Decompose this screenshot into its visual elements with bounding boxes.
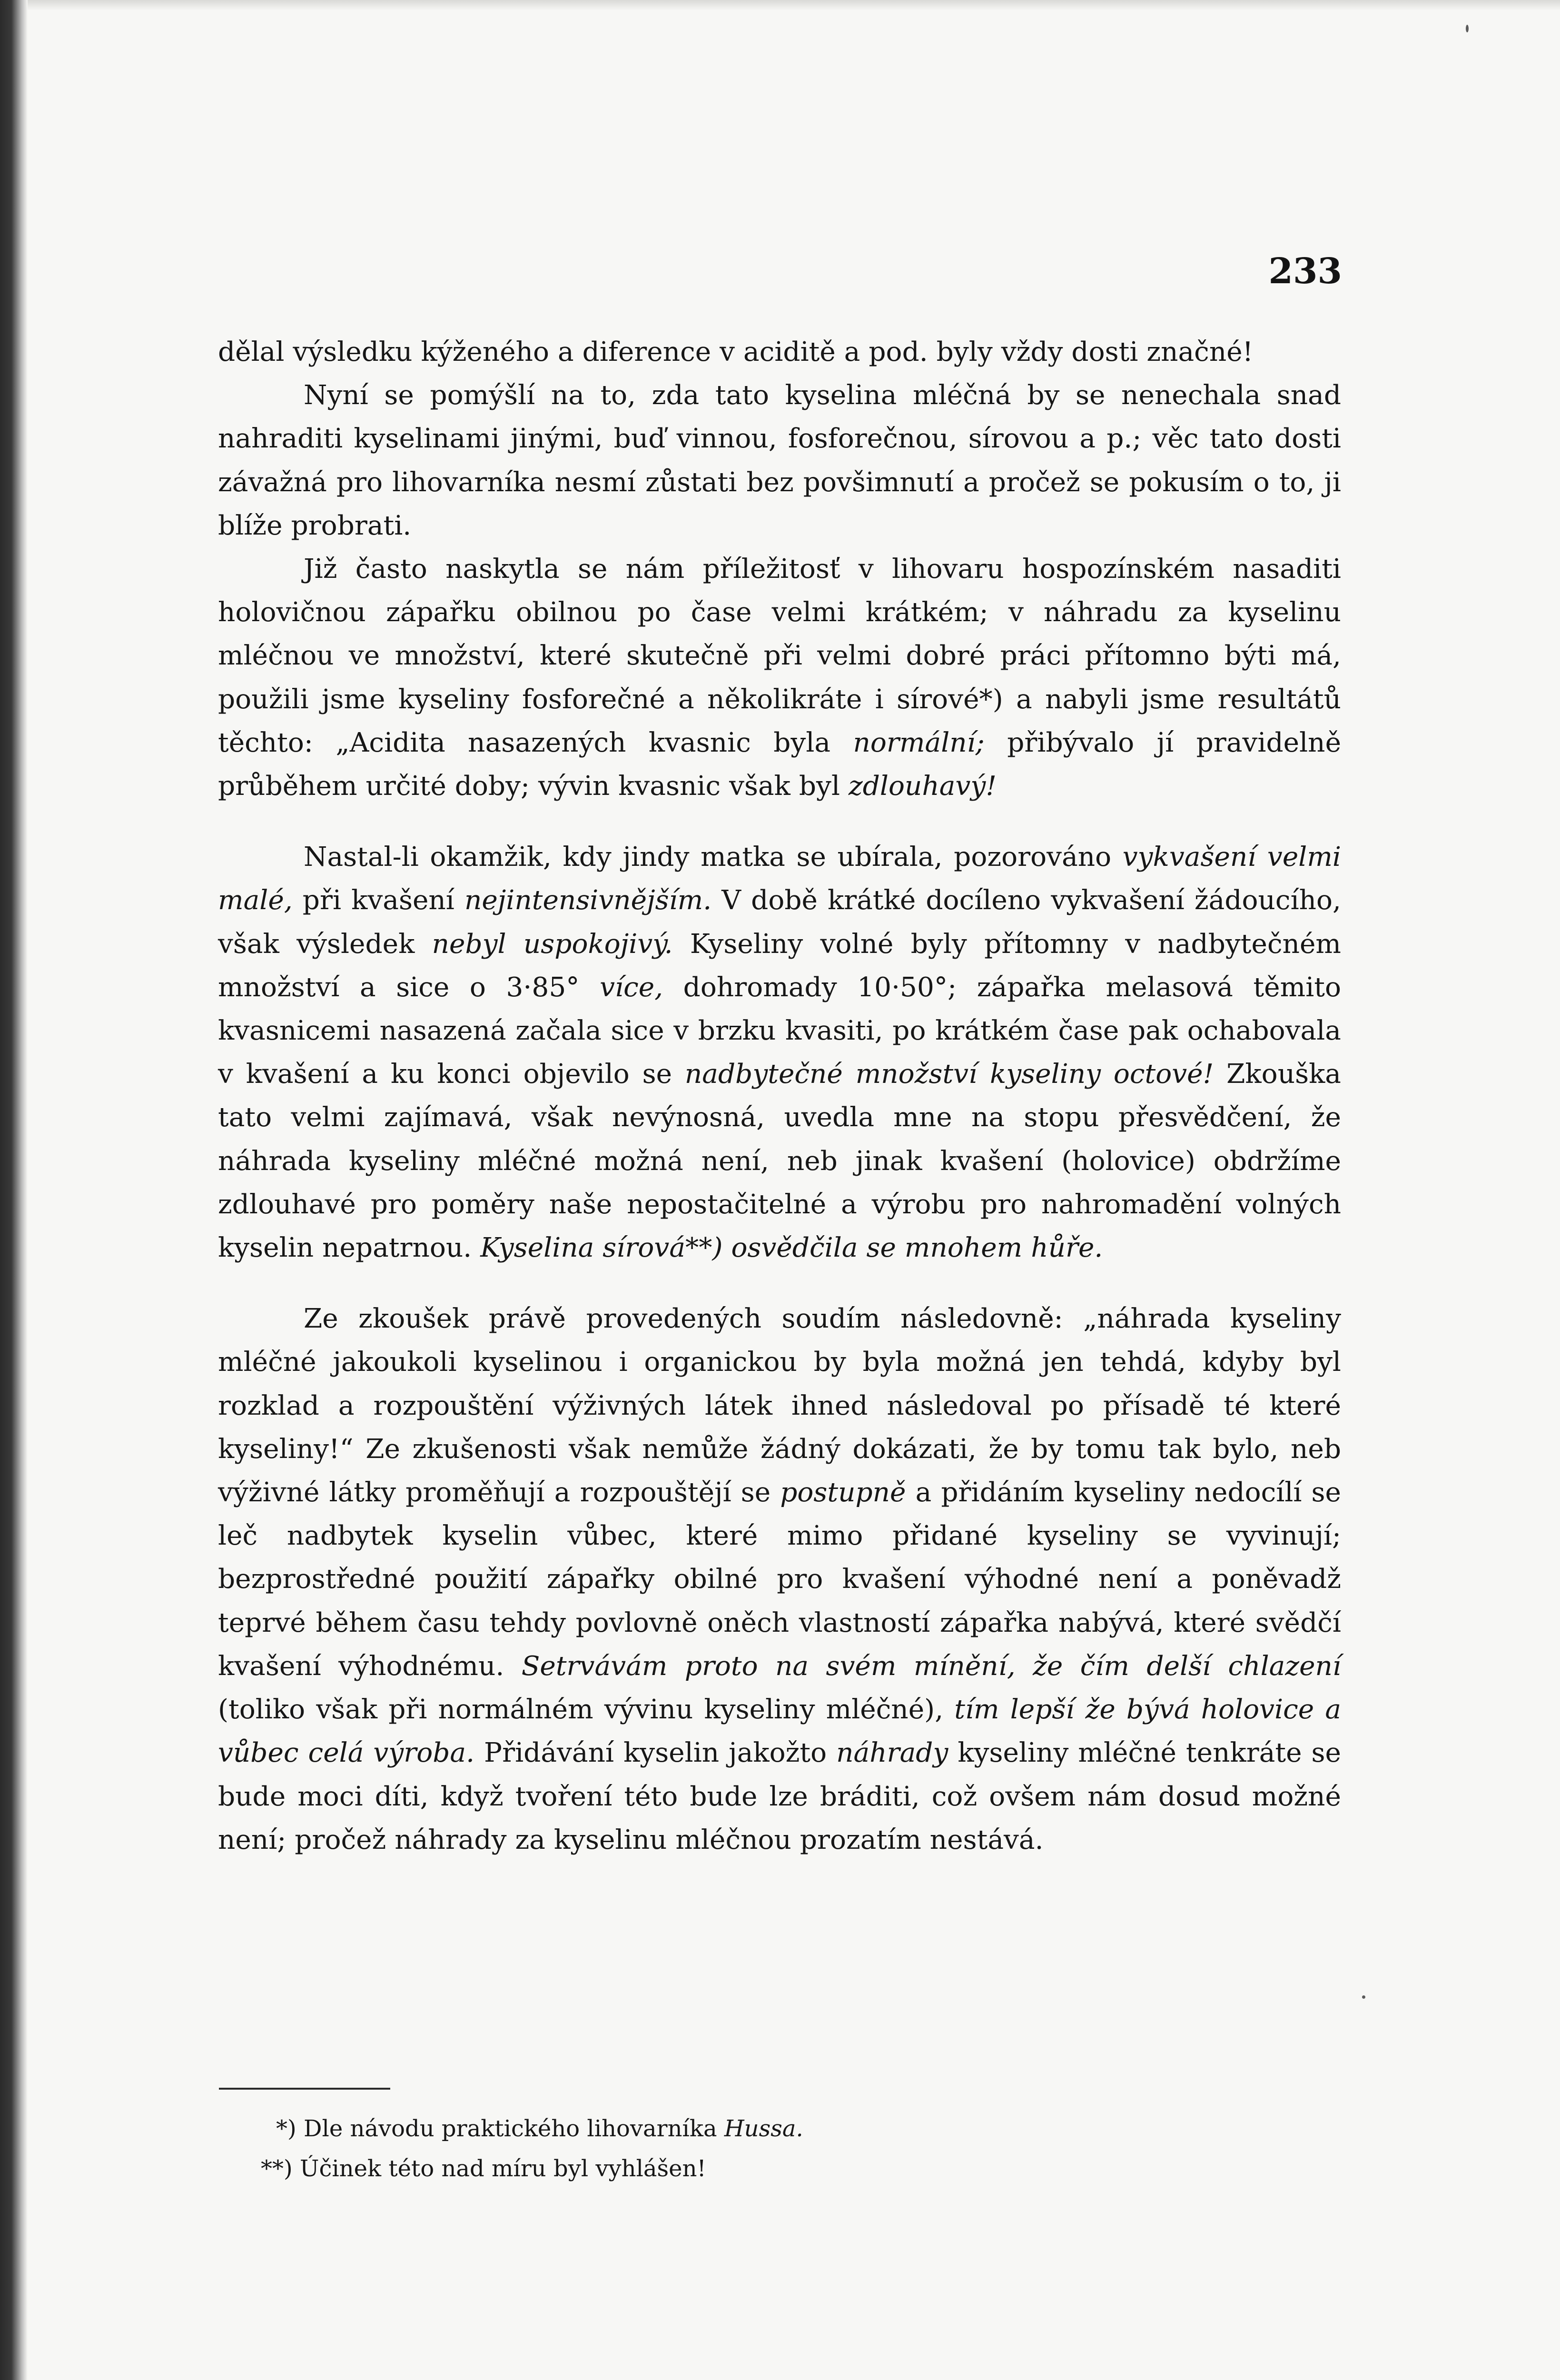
footnote-1 [219,2109,1342,2149]
paragraph-4-text-a: Nastal-li okamžik, kdy jindy matka se ubírala, pozorováno [304,842,1123,873]
footnote-2-text: **) Účinek této nad míru byl vyhlášen! [261,2155,706,2182]
paragraph-4-italic-3: nebyl uspokojivý. [432,928,673,960]
paragraph-5-text-a: Ze zkoušek právě provedených soudím následovně: „náhrada kyseliny mléčné jakoukoli kyselinou i organickou by byla možná jen tehdá, kdyby byl rozklad a rozpouštění výživných látek ihned následoval po přísadě té které kyseliny!“ Ze zkušenosti však nemůže žádný dokázati, že by tomu tak bylo, neb výživné látky proměňují a rozpouštějí se [218,1303,1341,1508]
paragraph-5-italic-2: Setrvávám proto na svém mínění, že čím delší chlazení [521,1650,1341,1682]
paragraph-5-text-c: (toliko však při normálném vývinu kyseliny mléčné), [218,1694,955,1726]
paragraph-3-text-b: přibývalo jí pravidelně průběhem určité doby; vývin kvasnic však byl [218,727,1342,802]
paragraph-5-text-b: a přidáním kyseliny nedocílí se leč nadbytek kyselin vůbec, které mimo přidané kyseliny se vyvinují; bezprostředné použití zápařky obilné pro kvašení výhodné není a poněvadž teprvé během času tehdy povlovně oněch vlastností zápařka nabývá, které svědčí kvašení výhodnému. [218,1477,1341,1682]
paragraph-5-italic-4: náhrady [836,1737,948,1769]
paragraph-2-text: Nyní se pomýšlí na to, zda tato kyselina mléčná by se nenechala snad nahraditi kyselinami jinými, buď vinnou, fosforečnou, sírovou a p.; věc tato dosti závažná pro lihovarníka nesmí zůstati bez povšimnutí a pročež se pokusím o to, ji blíže probrati. [218,380,1341,541]
paragraph-3-text-a: Již často naskytla se nám příležitosť v lihovaru hospozínském nasaditi holovičnou zápařku obilnou po čase velmi krátkém; v náhradu za kyselinu mléčnou ve množství, které skutečně při velmi dobré práci přítomno býti má, použili jsme kyseliny fosforečné a několikráte i sírové*) a nabyli jsme resultátů těchto: „Acidita nasazených kvasnic byla [218,554,1341,758]
footnote-divider [219,2088,390,2090]
paragraph-5-text-e: kyseliny mléčné tenkráte se bude moci díti, když tvoření této bude lze bráditi, což ovšem nám dosud možné není; pročež náhrady za kyselinu mléčnou prozatím nestává. [218,1737,1341,1855]
scan-speck [1362,1995,1365,1999]
paragraph-4-text-e: dohromady 10·50°; zápařka melasová těmito kvasnicemi nasazená začala sice v brzku kvasiti, po krátkém čase pak ochabovala v kvašení a ku konci objevilo se [218,972,1341,1090]
page-binding-shadow [0,0,28,2380]
footnotes [219,2109,1342,2189]
footnote-2 [219,2149,1342,2189]
paragraph-1-text: dělal výsledku kýženého a diference v aciditě a pod. byly vždy dosti značné! [218,337,1254,367]
paragraph-4-text-f: Zkouška tato velmi zajímavá, však nevýnosná, uvedla mne na stopu přesvědčení, že náhrada kyseliny mléčné možná není, neb jinak kvašení (holovice) obdržíme zdlouhavé pro poměry naše nepostačitelné a výrobu pro nahromadění volných kyselin nepatrnou. [218,1059,1341,1264]
main-text [218,330,1341,1862]
paragraph-5 [218,1297,1341,1862]
paragraph-2 [218,374,1341,547]
paragraph-4-italic-4: více, [600,972,663,1003]
page-number: 233 [1268,251,1342,292]
paragraph-3 [218,547,1341,808]
paragraph-5-italic-1: postupně [780,1477,906,1508]
paragraph-4-italic-1: vykvašení velmi malé, [218,842,1341,916]
footnote-1-text: *) Dle návodu praktického lihovarníka [276,2115,724,2142]
paragraph-3-italic-1: normální; [853,727,985,758]
paragraph-4-italic-6: Kyselina sírová**) osvědčila se mnohem hůře. [480,1232,1103,1264]
paragraph-5-italic-3: tím lepší že bývá holovice a vůbec celá výroba. [218,1694,1342,1769]
paragraph-4-italic-2: nejintensivnějším. [464,885,712,916]
paragraph-4-text-c: V době krátké docíleno vykvašení žádoucího, však výsledek [218,885,1342,960]
paragraph-4 [218,835,1341,1269]
paragraph-3-italic-2: zdlouhavý! [849,771,997,802]
paragraph-5-text-d: Přidávání kyselin jakožto [474,1737,837,1769]
paragraph-1 [218,330,1341,374]
scan-speck [1466,25,1469,32]
page-top-edge [28,0,1560,10]
paragraph-4-text-d: Kyseliny volné byly přítomny v nadbytečném množství a sice o 3·85° [218,928,1341,1003]
footnote-1-italic: Hussa. [724,2115,803,2142]
paragraph-4-text-b: při kvašení [292,885,464,916]
paragraph-4-italic-5: nadbytečné množství kyseliny octové! [684,1059,1214,1090]
